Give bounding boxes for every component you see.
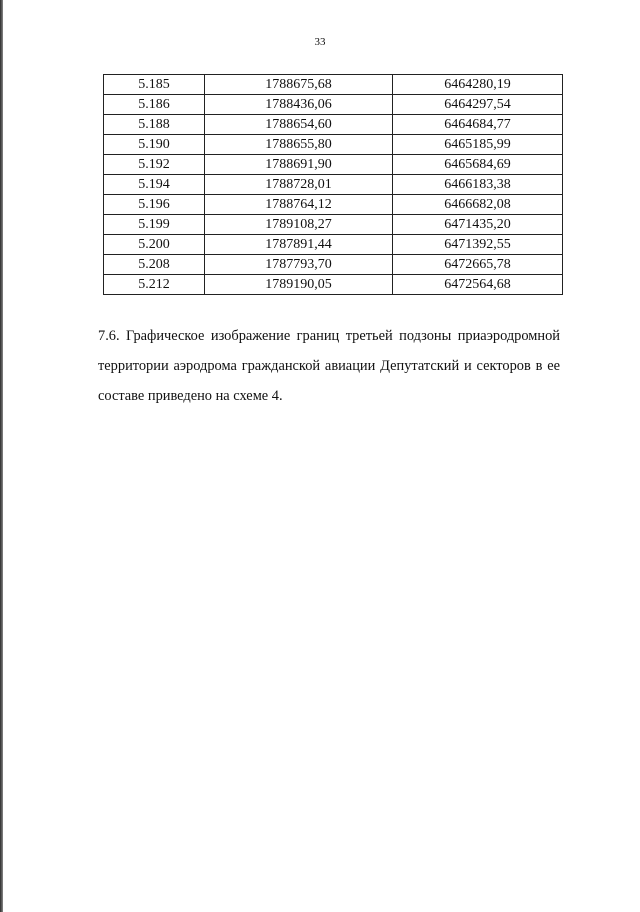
table-row — [104, 135, 563, 155]
y-coordinate-cell: 6472564,68 — [393, 275, 563, 295]
x-coordinate-cell: 1788764,12 — [205, 195, 393, 215]
y-coordinate-cell: 6464297,54 — [393, 95, 563, 115]
table-row — [104, 255, 563, 275]
coordinates-table-body — [104, 75, 563, 295]
y-coordinate-cell: 6471435,20 — [393, 215, 563, 235]
y-coordinate-cell: 6465684,69 — [393, 155, 563, 175]
y-coordinate-cell: 6466183,38 — [393, 175, 563, 195]
y-coordinate-cell: 6464280,19 — [393, 75, 563, 95]
table-row — [104, 175, 563, 195]
point-number-cell: 5.200 — [104, 235, 205, 255]
x-coordinate-cell: 1788655,80 — [205, 135, 393, 155]
table-row — [104, 275, 563, 295]
y-coordinate-cell: 6466682,08 — [393, 195, 563, 215]
point-number-cell: 5.188 — [104, 115, 205, 135]
table-row — [104, 115, 563, 135]
table-row — [104, 195, 563, 215]
x-coordinate-cell: 1787793,70 — [205, 255, 393, 275]
point-number-cell: 5.186 — [104, 95, 205, 115]
x-coordinate-cell: 1788654,60 — [205, 115, 393, 135]
x-coordinate-cell: 1788436,06 — [205, 95, 393, 115]
table-row — [104, 215, 563, 235]
table-row — [104, 235, 563, 255]
x-coordinate-cell: 1788728,01 — [205, 175, 393, 195]
table-row — [104, 75, 563, 95]
point-number-cell: 5.212 — [104, 275, 205, 295]
x-coordinate-cell: 1788675,68 — [205, 75, 393, 95]
y-coordinate-cell: 6471392,55 — [393, 235, 563, 255]
y-coordinate-cell: 6464684,77 — [393, 115, 563, 135]
scan-edge-shadow — [0, 0, 3, 912]
x-coordinate-cell: 1789108,27 — [205, 215, 393, 235]
point-number-cell: 5.196 — [104, 195, 205, 215]
point-number-cell: 5.190 — [104, 135, 205, 155]
table-row — [104, 95, 563, 115]
x-coordinate-cell: 1788691,90 — [205, 155, 393, 175]
point-number-cell: 5.185 — [104, 75, 205, 95]
x-coordinate-cell: 1789190,05 — [205, 275, 393, 295]
y-coordinate-cell: 6465185,99 — [393, 135, 563, 155]
point-number-cell: 5.192 — [104, 155, 205, 175]
y-coordinate-cell: 6472665,78 — [393, 255, 563, 275]
x-coordinate-cell: 1787891,44 — [205, 235, 393, 255]
table-row — [104, 155, 563, 175]
point-number-cell: 5.208 — [104, 255, 205, 275]
section-7-6-paragraph: 7.6. Графическое изображение границ третьей подзоны приаэродромной территории аэродрома гражданской авиации Депутатский и секторов в ее составе приведено на схеме 4. — [98, 328, 560, 404]
point-number-cell: 5.199 — [104, 215, 205, 235]
page-number: 33 — [314, 36, 326, 48]
coordinates-table — [103, 74, 563, 295]
point-number-cell: 5.194 — [104, 175, 205, 195]
